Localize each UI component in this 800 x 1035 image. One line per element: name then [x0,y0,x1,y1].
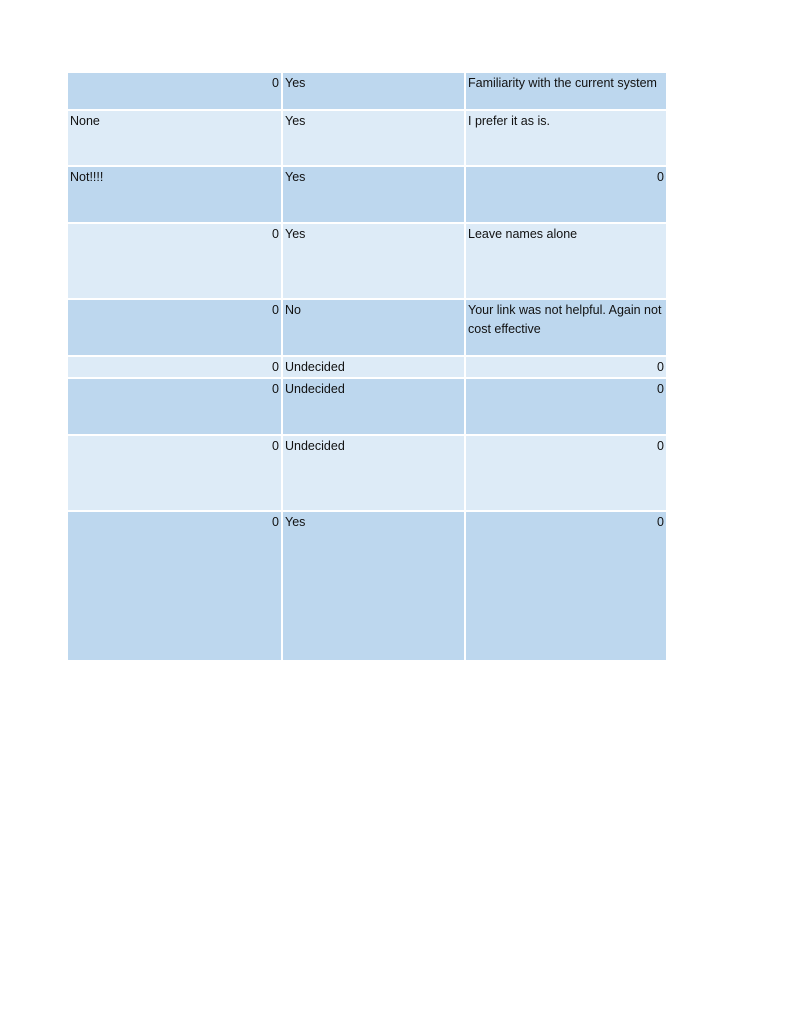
response-table-body [67,72,667,661]
answer-cell: 0 [67,72,282,110]
choice-cell: Undecided [282,356,465,378]
table-row [67,110,667,166]
answer-cell: 0 [67,378,282,435]
table-row [67,378,667,435]
choice-cell: Yes [282,166,465,223]
choice-cell: Yes [282,72,465,110]
choice-cell: No [282,299,465,356]
answer-cell: 0 [67,299,282,356]
comment-cell: 0 [465,356,667,378]
choice-cell: Yes [282,110,465,166]
answer-cell: Not!!!! [67,166,282,223]
table-row [67,166,667,223]
table-row [67,299,667,356]
comment-cell: 0 [465,435,667,511]
answer-cell: None [67,110,282,166]
answer-cell: 0 [67,435,282,511]
comment-cell: 0 [465,166,667,223]
comment-cell: 0 [465,378,667,435]
choice-cell: Undecided [282,435,465,511]
table-row [67,72,667,110]
table-row [67,435,667,511]
table-row [67,356,667,378]
choice-cell: Undecided [282,378,465,435]
comment-cell: I prefer it as is. [465,110,667,166]
answer-cell: 0 [67,223,282,299]
table-row [67,223,667,299]
choice-cell: Yes [282,511,465,661]
table-row [67,511,667,661]
comment-cell: Your link was not helpful. Again not cost effective [465,299,667,356]
comment-cell: Familiarity with the current system [465,72,667,110]
comment-cell: Leave names alone [465,223,667,299]
answer-cell: 0 [67,511,282,661]
response-table [66,71,668,662]
answer-cell: 0 [67,356,282,378]
choice-cell: Yes [282,223,465,299]
comment-cell: 0 [465,511,667,661]
